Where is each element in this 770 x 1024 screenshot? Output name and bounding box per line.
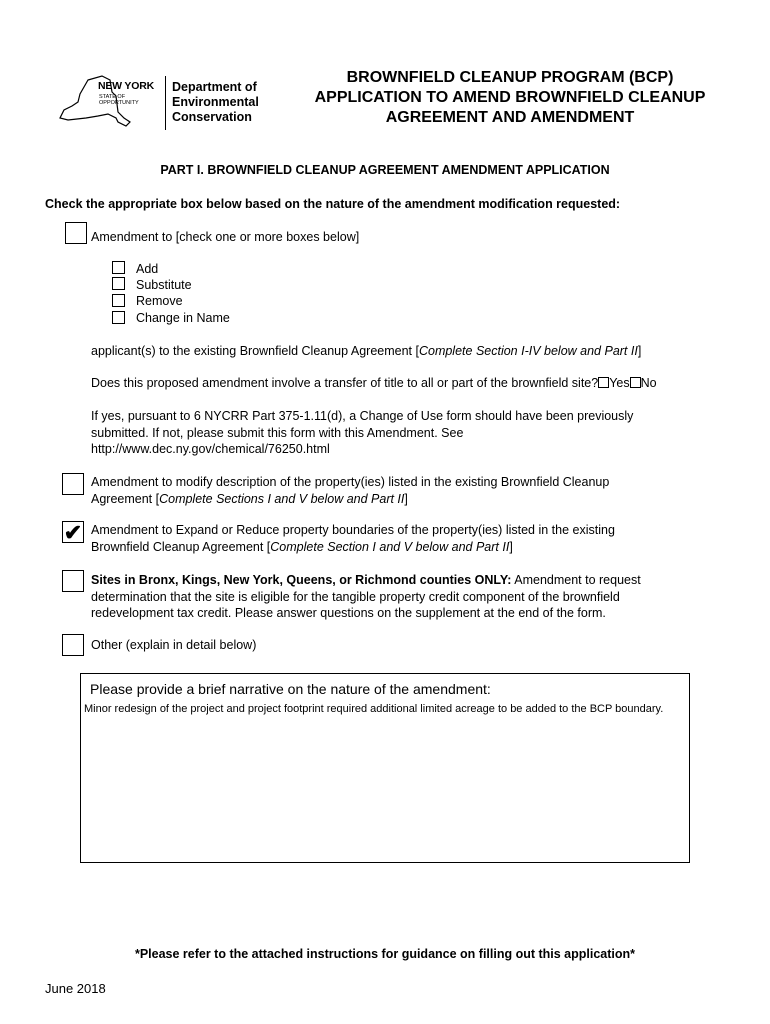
remove-checkbox[interactable]: [112, 294, 125, 307]
no-checkbox[interactable]: [630, 377, 641, 388]
change-in-name-checkbox[interactable]: [112, 311, 125, 324]
no-label: No: [640, 376, 657, 390]
document-title: [270, 68, 750, 128]
yes-checkbox[interactable]: [598, 377, 609, 388]
add-label: Add: [136, 262, 159, 276]
amendment-checkbox[interactable]: [65, 222, 87, 244]
dept-line-3: Conservation: [172, 110, 252, 124]
expand-reduce-checkbox[interactable]: ✔: [63, 520, 83, 545]
modify-description-checkbox[interactable]: [62, 473, 84, 495]
nyc-counties-label: Sites in Bronx, Kings, New York, Queens, or Richmond counties ONLY: Amendment to request determination that the site is eligible for the tangible property credit component of the brownfield redevelopment tax credit. Please answer questions on the supplement at the end of the form.: [91, 573, 641, 620]
narrative-prompt: Please provide a brief narrative on the nature of the amendment:: [90, 681, 491, 697]
dept-line-2: Environmental: [172, 95, 259, 109]
nys-dec-logo: [58, 72, 268, 132]
state-tagline-2: OPPORTUNITY: [99, 100, 139, 106]
substitute-label: Substitute: [136, 278, 192, 292]
other-label: Other (explain in detail below): [91, 638, 257, 652]
logo-divider: [165, 76, 166, 130]
title-line-3: AGREEMENT AND AMENDMENT: [385, 109, 635, 126]
revision-date: June 2018: [45, 981, 106, 996]
title-line-2: APPLICATION TO AMEND BROWNFIELD CLEANUP: [314, 89, 706, 106]
state-tagline-1: STATE OF: [99, 94, 126, 100]
title-line-1: BROWNFIELD CLEANUP PROGRAM (BCP): [346, 69, 674, 86]
modify-description-label: Amendment to modify description of the property(ies) listed in the existing Brownfield Cleanup Agreement [Complete Sections I and V below and Part II]: [91, 475, 610, 506]
expand-reduce-label: Amendment to Expand or Reduce property boundaries of the property(ies) listed in the existing Brownfield Cleanup Agreement [Complete Section I and V below and Part II]: [91, 523, 615, 554]
if-yes-text: If yes, pursuant to 6 NYCRR Part 375-1.11(d), a Change of Use form should have been previously submitted. If not, please submit this form with this Amendment. See http://www.dec.ny.gov/chemical/76250.html: [91, 409, 634, 456]
substitute-checkbox[interactable]: [112, 277, 125, 290]
nyc-counties-checkbox[interactable]: [62, 570, 84, 592]
narrative-text: Minor redesign of the project and project footprint required additional limited acreage to be added to the BCP boundary.: [84, 703, 664, 715]
yes-label: Yes: [609, 376, 630, 390]
remove-label: Remove: [136, 294, 183, 308]
applicant-text: applicant(s) to the existing Brownfield Cleanup Agreement [Complete Section I-IV below and Part II]: [91, 344, 642, 358]
add-checkbox[interactable]: [112, 261, 125, 274]
other-checkbox[interactable]: [62, 634, 84, 656]
state-name: NEW YORK: [98, 80, 154, 92]
transfer-question: Does this proposed amendment involve a transfer of title to all or part of the brownfield site? Yes No: [91, 376, 657, 390]
part-heading: PART I. BROWNFIELD CLEANUP AGREEMENT AMENDMENT APPLICATION: [160, 163, 610, 177]
footer-note: *Please refer to the attached instructions for guidance on filling out this application*: [134, 947, 636, 961]
change-in-name-label: Change in Name: [136, 311, 230, 325]
dept-line-1: Department of: [172, 80, 257, 94]
amendment-label: Amendment to [check one or more boxes below]: [91, 230, 360, 244]
instruction-text: Check the appropriate box below based on the nature of the amendment modification requested:: [45, 197, 621, 211]
change-of-use-link[interactable]: http://www.dec.ny.gov/chemical/76250.html: [91, 442, 330, 456]
